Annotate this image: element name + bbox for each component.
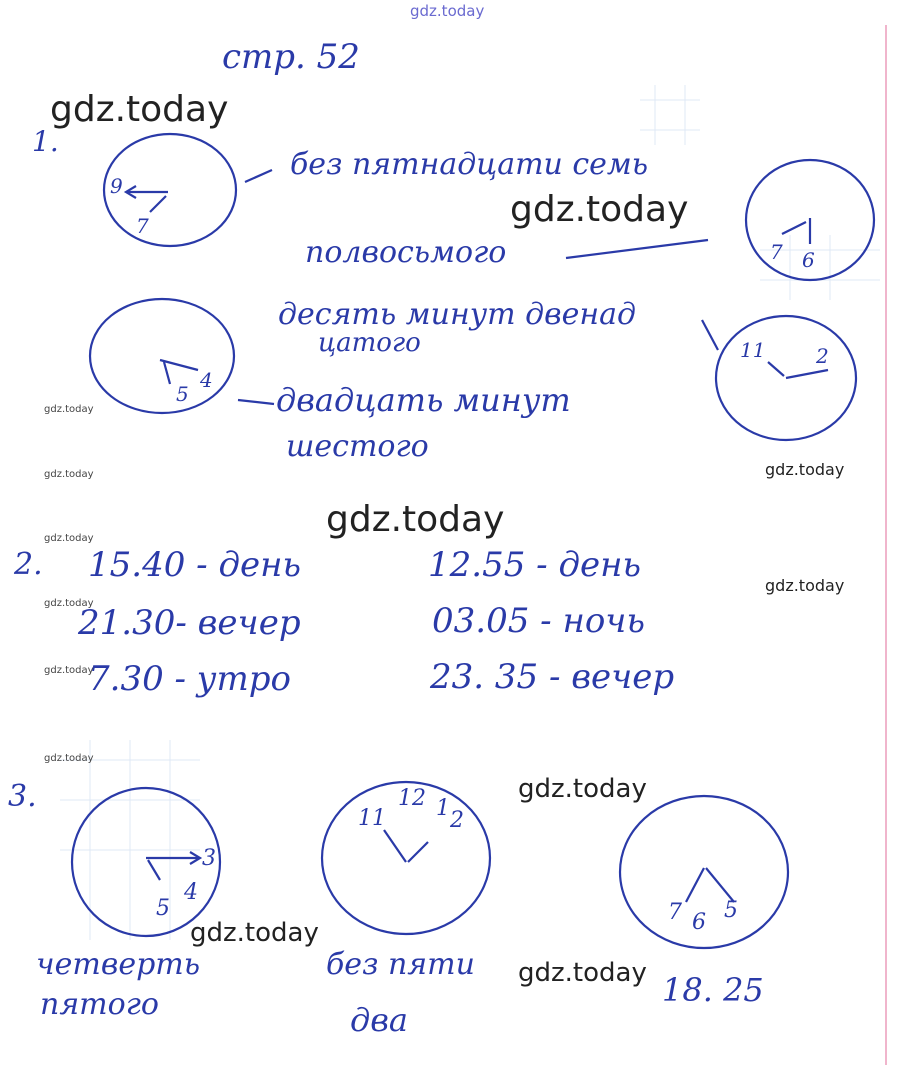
watermark: gdz.today [190, 918, 319, 948]
clock-number: 4 [200, 368, 213, 392]
answer-text: без пятнадцати семь [290, 147, 649, 182]
watermark: gdz.today [326, 499, 505, 540]
answer-text: цатого [318, 328, 421, 358]
watermark: gdz.today [44, 665, 94, 676]
watermark-top: gdz.today [410, 2, 485, 20]
time-entry: 03.05 - ночь [432, 601, 645, 641]
clock-number: 2 [816, 344, 829, 368]
clock-number: 7 [770, 240, 783, 264]
watermark: gdz.today [44, 533, 94, 544]
watermark: gdz.today [765, 576, 845, 595]
clock-number: 5 [176, 382, 189, 406]
task-number: 3. [8, 779, 37, 814]
clock-hand [408, 842, 428, 862]
time-entry: 23. 35 - вечер [430, 657, 675, 697]
clock-number: 4 [184, 880, 198, 905]
watermark: gdz.today [44, 753, 94, 764]
watermark: gdz.today [518, 958, 647, 988]
page-heading: стр. 52 [222, 37, 360, 77]
time-entry: 12.55 - день [428, 545, 642, 585]
answer-text: два [350, 1001, 408, 1039]
watermark: gdz.today [44, 469, 94, 480]
clock-number: 6 [692, 910, 706, 935]
answer-text: четверть [36, 947, 201, 982]
clock-hand [706, 868, 734, 902]
clock-number: 5 [156, 896, 170, 921]
clock-number: 3 [202, 846, 216, 871]
answer-text: пятого [40, 987, 159, 1022]
answer-text: шестого [286, 429, 429, 464]
answer-text: 18. 25 [662, 971, 764, 1009]
watermark: gdz.today [510, 189, 689, 230]
watermark: gdz.today [765, 460, 845, 479]
clock-hand [384, 830, 406, 862]
answer-text: без пяти [326, 947, 475, 982]
clock-hand [148, 860, 160, 880]
clock-number: 7 [136, 214, 149, 238]
watermark: gdz.today [518, 774, 647, 804]
clock-number: 7 [668, 900, 682, 925]
time-entry: 21.30- вечер [78, 603, 301, 643]
watermark: gdz.today [44, 404, 94, 415]
clock-hand [686, 868, 704, 902]
clock-face [72, 788, 220, 936]
clock-number: 11 [358, 806, 386, 831]
watermark: gdz.today [50, 89, 229, 130]
clock-number: 6 [802, 248, 815, 272]
answer-text: двадцать минут [276, 381, 571, 419]
watermark: gdz.today [44, 598, 94, 609]
task-number: 2. [14, 547, 43, 582]
clock-number: 5 [724, 898, 738, 923]
answer-text: полвосьмого [305, 235, 507, 270]
clock-number: 1 [436, 796, 450, 821]
answer-text: десять минут двенад [278, 297, 636, 332]
clock-number: 12 [398, 786, 426, 811]
clock-number: 9 [110, 174, 123, 198]
task-number: 1. [32, 125, 59, 158]
time-entry: 15.40 - день [88, 545, 302, 585]
clock-number: 2 [450, 808, 464, 833]
time-entry: 7.30 - утро [88, 659, 292, 699]
clock-number: 11 [740, 338, 766, 362]
